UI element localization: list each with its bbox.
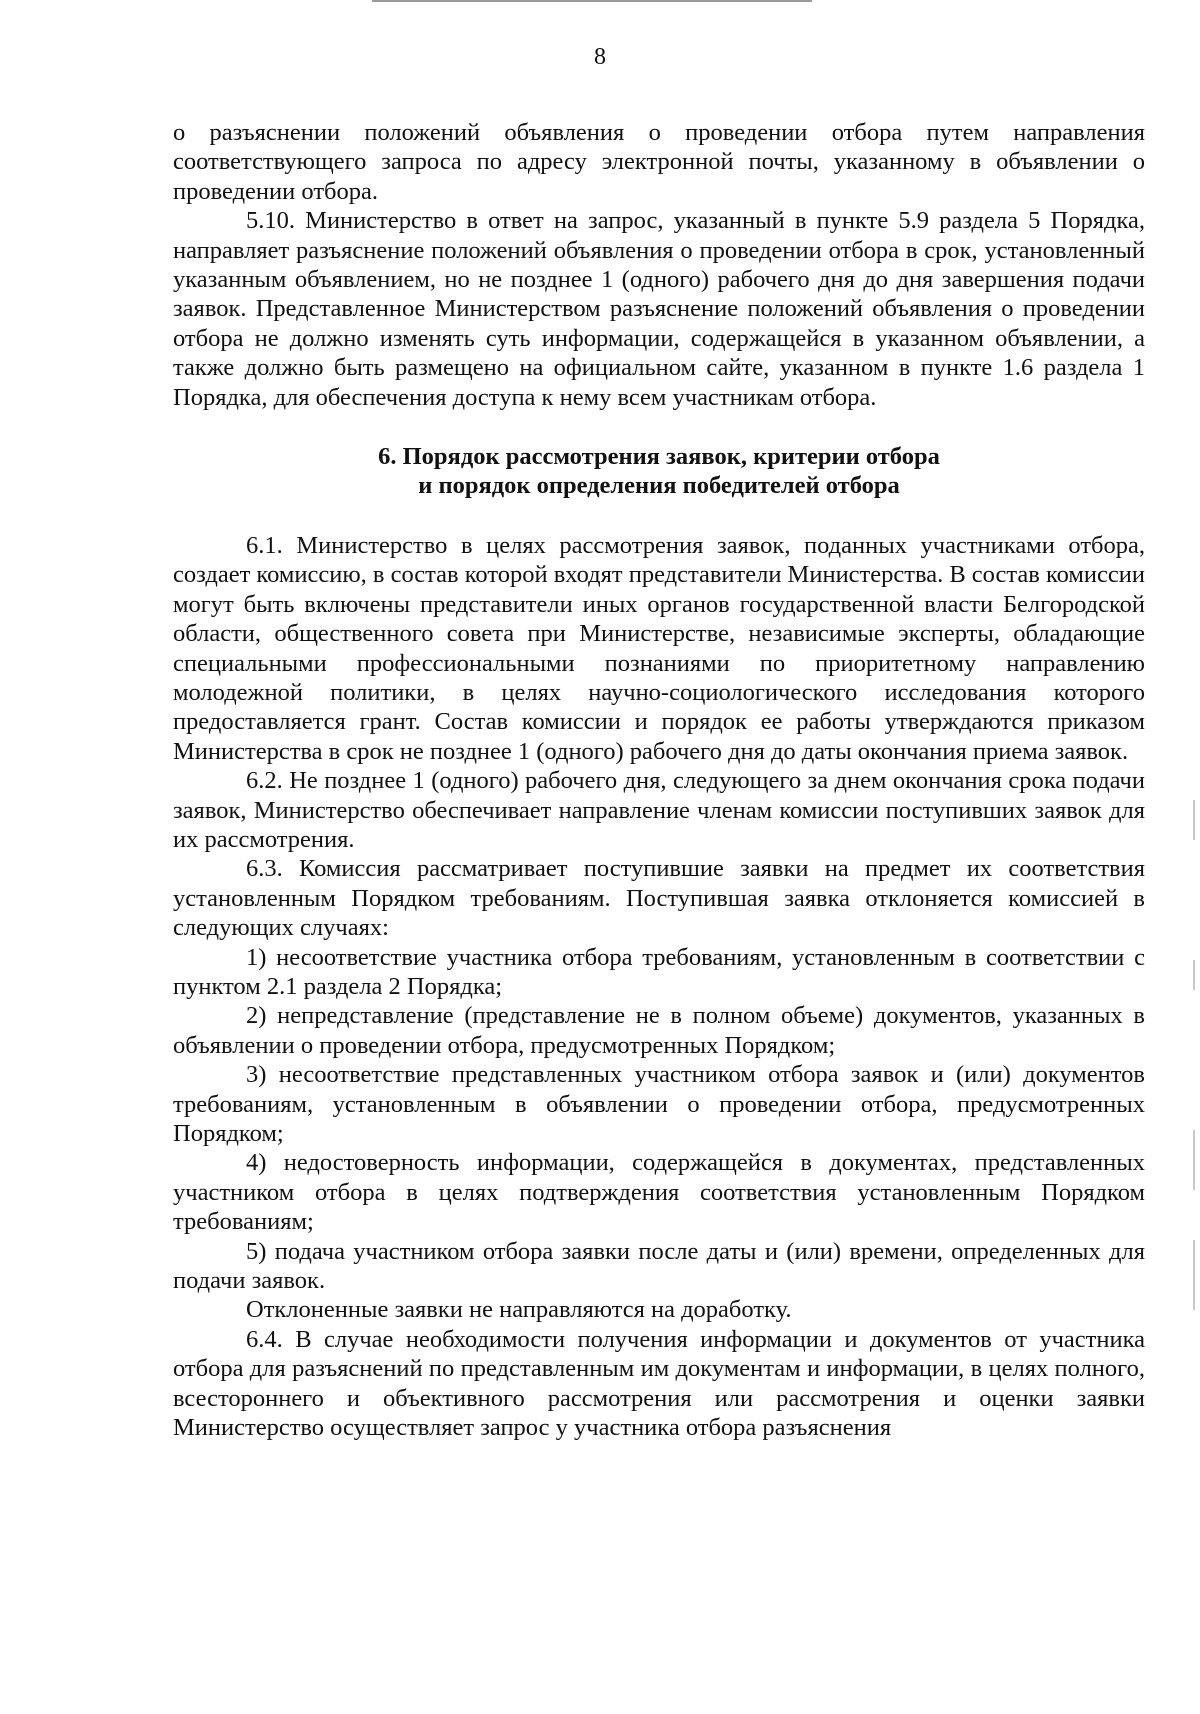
spacer: [173, 501, 1145, 531]
scan-margin-mark: [1193, 800, 1195, 840]
page-number: 8: [594, 44, 606, 70]
list-item-5: 5) подача участником отбора заявки после даты и (или) времени, определенных для подачи заявок.: [173, 1237, 1145, 1295]
paragraph-6-1: 6.1. Министерство в целях рассмотрения заявок, поданных участниками отбора, создает комиссию, в состав которой входят представители Министерства. В состав комиссии могут быть включены представители иных органов государственной власти Белгородской области, общественного совета при Министерстве, независимые эксперты, обладающие специальными профессиональными познаниями по приоритетному направлению молодежной политики, в целях научно-социологического исследования которого предоставляется грант. Состав комиссии и порядок ее работы утверждаются приказом Министерства в срок не позднее 1 (одного) рабочего дня до даты окончания приема заявок.: [173, 531, 1146, 765]
list-item-3: 3) несоответствие представленных участником отбора заявок и (или) документов требованиям, установленным в объявлении о проведении отбора, предусмотренных Порядком;: [173, 1061, 1145, 1147]
paragraph-6-3: 6.3. Комиссия рассматривает поступившие заявки на предмет их соответствия установленным Порядком требованиям. Поступившая заявка отклоняется комиссией в следующих случаях:: [173, 855, 1145, 942]
list-item-4: 4) недостоверность информации, содержащейся в документах, представленных участником отбора в целях подтверждения соответствия установленным Порядком требованиям;: [173, 1149, 1145, 1236]
page-body: [173, 118, 1145, 1442]
paragraph-rejected-note: Отклоненные заявки не направляются на доработку.: [246, 1296, 792, 1324]
paragraph-6-4: 6.4. В случае необходимости получения информации и документов от участника отбора для разъяснений по представленным им документам и информации, в целях полного, всестороннего и объективного рассмотрения или рассмотрения и оценки заявки Министерство осуществляет запрос у участника отбора разъяснения: [173, 1325, 1145, 1442]
paragraph-6-2: 6.2. Не позднее 1 (одного) рабочего дня, следующего за днем окончания срока подачи заявок, Министерство обеспечивает направление членам комиссии поступивших заявок для их рассмотрения.: [173, 767, 1145, 853]
scan-top-edge: [372, 0, 812, 2]
scan-margin-mark: [1193, 1130, 1195, 1190]
section-heading-line-1: 6. Порядок рассмотрения заявок, критерии отбора: [378, 443, 940, 471]
scan-margin-mark: [1193, 1240, 1195, 1310]
list-item-1: 1) несоответствие участника отбора требованиям, установленным в соответствии с пунктом 2.1 раздела 2 Порядка;: [173, 943, 1145, 1000]
section-heading-line-2: и порядок определения победителей отбора: [418, 472, 900, 500]
paragraph-continuation: о разъяснении положений объявления о проведении отбора путем направления соответствующего запроса по адресу электронной почты, указанному в объявлении о проведении отбора.: [173, 119, 1145, 205]
spacer: [173, 412, 1145, 442]
scan-margin-mark: [1193, 960, 1195, 990]
list-item-2: 2) непредставление (представление не в полном объеме) документов, указанных в объявлении о проведении отбора, предусмотренных Порядком;: [173, 1002, 1145, 1059]
paragraph-5-10: 5.10. Министерство в ответ на запрос, указанный в пункте 5.9 раздела 5 Порядка, направляет разъяснение положений объявления о проведении отбора в срок, установленный указанным объявлением, но не позднее 1 (одного) рабочего дня до дня завершения подачи заявок. Представленное Министерством разъяснение положений объявления о проведении отбора не должно изменять суть информации, содержащейся в указанном объявлении, а также должно быть размещено на официальном сайте, указанном в пункте 1.6 раздела 1 Порядка, для обеспечения доступа к нему всем участникам отбора.: [173, 207, 1145, 411]
